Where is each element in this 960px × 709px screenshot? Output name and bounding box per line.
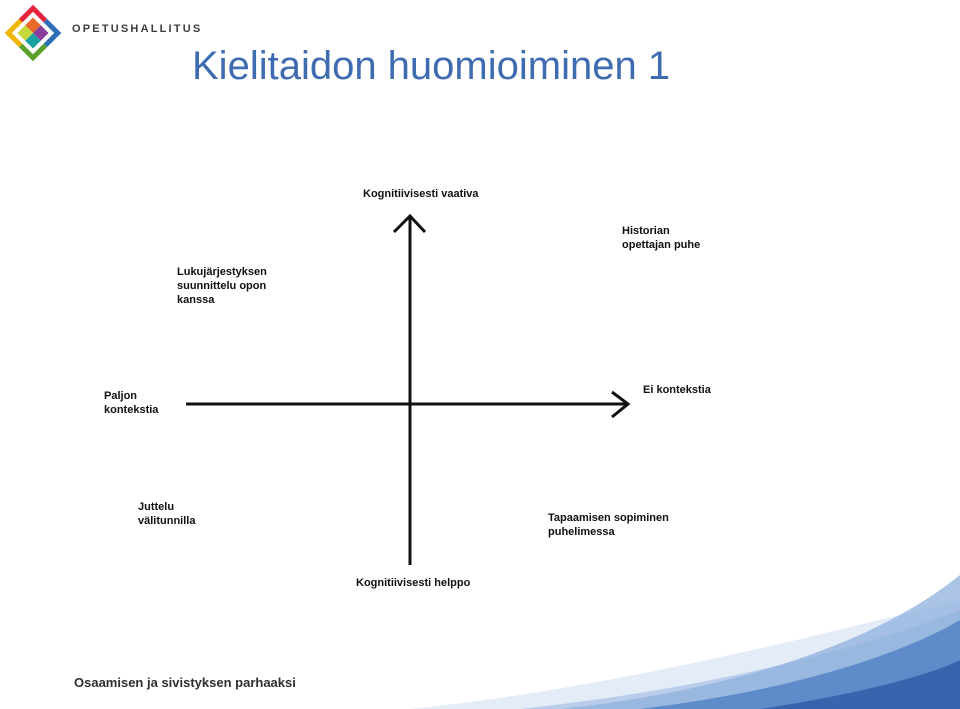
quadrant-line: välitunnilla [138,515,196,527]
quadrant-line: kanssa [177,294,215,306]
axis-label-left-line: kontekstia [104,404,159,416]
quadrant-line: suunnittelu opon [177,280,267,292]
quadrant-line: Lukujärjestyksen [177,266,267,278]
footer-tagline: Osaamisen ja sivistyksen parhaaksi [74,675,296,690]
page-title: Kielitaidon huomioiminen 1 [192,44,671,88]
quadrant-line: opettajan puhe [622,239,701,251]
brand-name: OPETUSHALLITUS [72,23,203,35]
quadrant-line: puhelimessa [548,526,615,538]
quadrant-line: Juttelu [138,501,175,513]
axis-label-bottom: Kognitiivisesti helppo [356,577,471,589]
axis-label-top: Kognitiivisesti vaativa [363,188,479,200]
quadrant-line: Historian [622,225,670,237]
axis-label-left-line: Paljon [104,390,138,402]
axis-label-right: Ei kontekstia [643,384,711,396]
quadrant-line: Tapaamisen sopiminen [548,512,669,524]
